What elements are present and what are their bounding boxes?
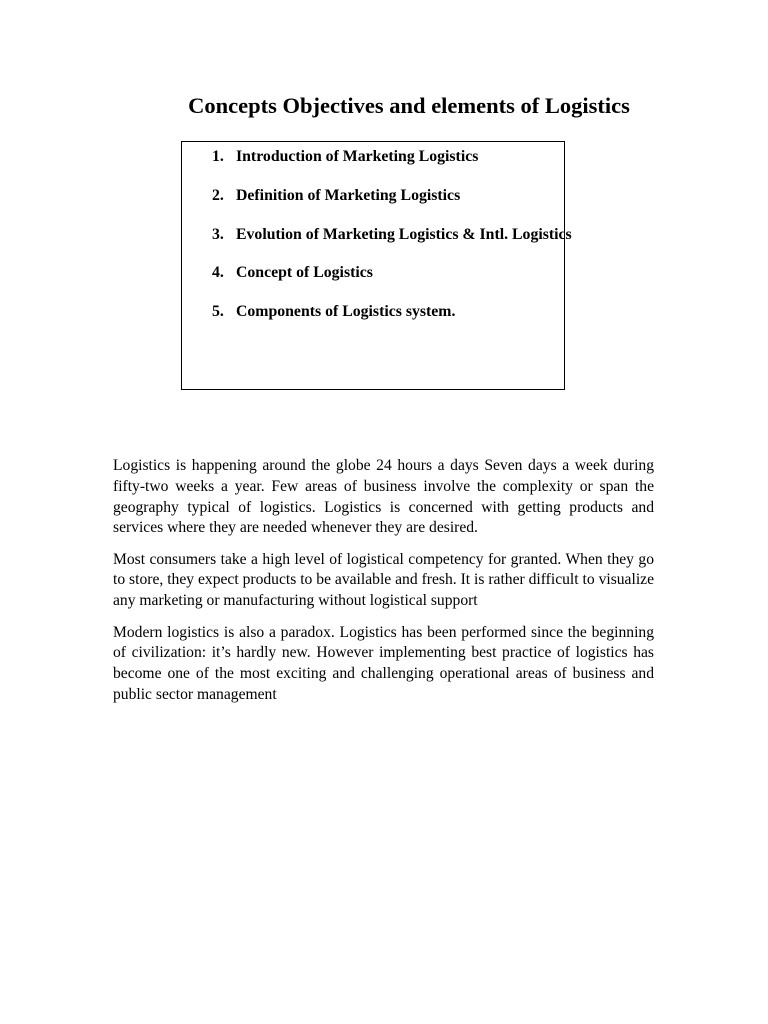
contents-item <box>212 225 572 264</box>
contents-item-text: Components of Logistics system. <box>236 303 456 321</box>
contents-item <box>212 302 572 341</box>
contents-item-number: 3. <box>212 225 224 243</box>
contents-list <box>212 147 572 341</box>
contents-item-text: Concept of Logistics <box>236 264 373 282</box>
contents-item-number: 2. <box>212 186 224 204</box>
contents-item-text: Definition of Marketing Logistics <box>236 186 461 204</box>
contents-item-number: 1. <box>212 148 224 165</box>
paragraph-consumer-expectations: Most consumers take a high level of logistical competency for granted. When they go to store, they expect products to be available and fresh. It is rather difficult to visualize any marketing or manufacturing without logistical support <box>113 550 654 610</box>
contents-item-number: 5. <box>212 303 224 321</box>
body-text <box>113 456 654 716</box>
paragraph-modern-logistics: Modern logistics is also a paradox. Logistics has been performed since the beginning of civilization: it’s hardly new. However implementing best practice of logistics has become one of the most exciting and challenging operational areas of business and public sector management <box>113 623 654 703</box>
contents-item-text: Evolution of Marketing Logistics & Intl. Logistics <box>236 225 572 243</box>
page-title: Concepts Objectives and elements of Logistics <box>188 93 630 118</box>
contents-item-text: Introduction of Marketing Logistics <box>236 148 479 165</box>
paragraph-logistics-around-globe: Logistics is happening around the globe 24 hours a days Seven days a week during fifty-two weeks a year. Few areas of business involve the complexity or span the geography typical of logistics. Logistics is concerned with getting products and services where they are needed whenever they are desired. <box>113 457 654 537</box>
contents-item <box>212 147 572 186</box>
contents-item-number: 4. <box>212 264 224 282</box>
contents-item <box>212 263 572 302</box>
contents-item <box>212 186 572 225</box>
